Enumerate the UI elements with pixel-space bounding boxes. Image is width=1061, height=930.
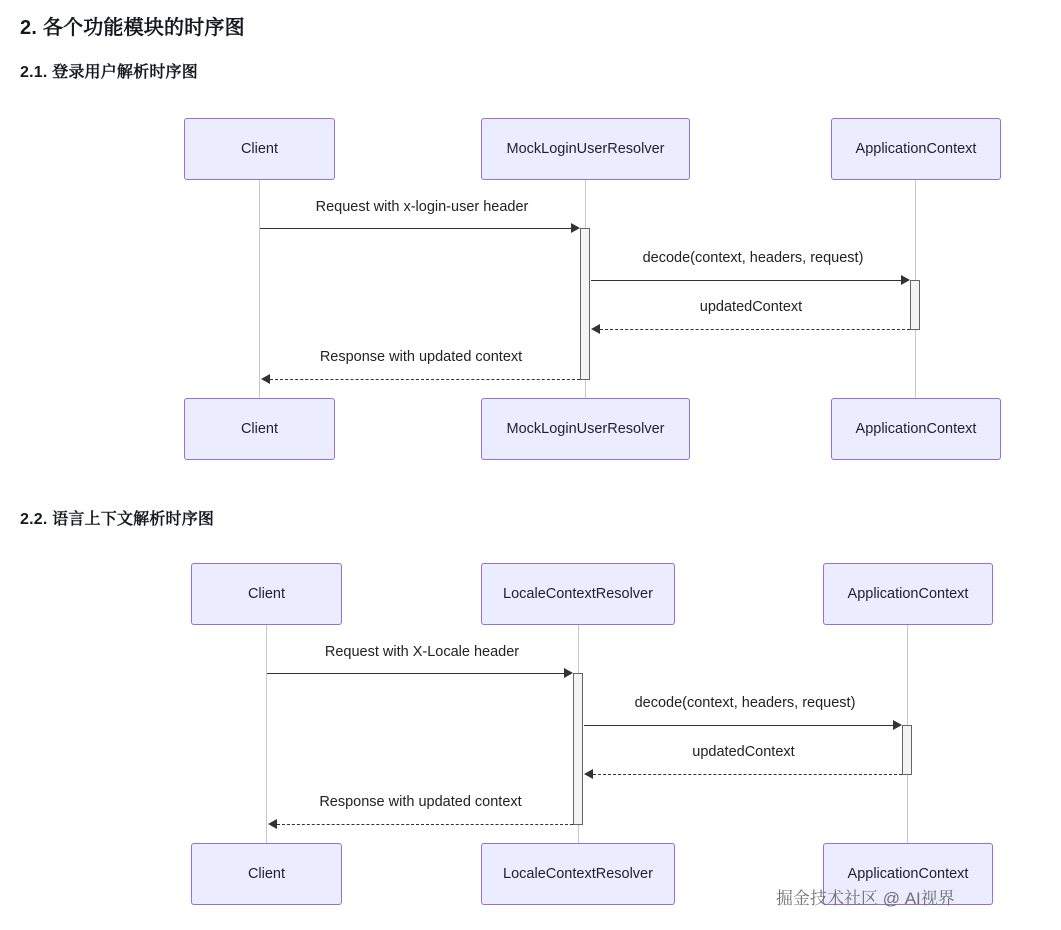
participant-client-top[interactable] xyxy=(191,563,342,625)
participant-client-top[interactable] xyxy=(184,118,335,180)
participant-applicationcontext-top[interactable] xyxy=(823,563,993,625)
message-line-1 xyxy=(260,228,572,229)
arrowhead-left-icon xyxy=(591,324,600,334)
participant-mockloginuserresolver-top[interactable] xyxy=(481,118,690,180)
participant-label: ApplicationContext xyxy=(847,586,969,602)
message-label-request-with-x-login-user-header: Request with x-login-user header xyxy=(315,199,529,215)
participant-label: ApplicationContext xyxy=(855,421,977,437)
message-label-request-with-x-locale-header: Request with X-Locale header xyxy=(324,644,520,660)
message-line-3 xyxy=(600,329,910,330)
message-label-decode: decode(context, headers, request) xyxy=(642,250,864,266)
message-label-response-with-updated-context: Response with updated context xyxy=(319,349,523,365)
activation-mockloginuserresolver xyxy=(580,228,590,380)
participant-label: MockLoginUserResolver xyxy=(506,141,665,157)
participant-label: Client xyxy=(247,866,286,882)
participant-applicationcontext-top[interactable] xyxy=(831,118,1001,180)
message-label-decode: decode(context, headers, request) xyxy=(634,695,856,711)
participant-client-bottom[interactable] xyxy=(191,843,342,905)
page-title: 2. 各个功能模块的时序图 xyxy=(20,17,245,39)
arrowhead-right-icon xyxy=(901,275,910,285)
message-line-4 xyxy=(277,824,573,825)
arrowhead-left-icon xyxy=(261,374,270,384)
section-heading-2-2: 2.2. 语言上下文解析时序图 xyxy=(20,511,215,528)
arrowhead-right-icon xyxy=(893,720,902,730)
message-line-4 xyxy=(270,379,580,380)
message-line-3 xyxy=(593,774,902,775)
participant-label: LocaleContextResolver xyxy=(503,586,653,602)
message-label-response-with-updated-context: Response with updated context xyxy=(319,794,522,810)
message-line-2 xyxy=(584,725,894,726)
participant-label: ApplicationContext xyxy=(855,141,977,157)
participant-label: Client xyxy=(240,141,279,157)
watermark-text: 掘金技术社区 @ AI视界 xyxy=(776,889,955,908)
participant-label: MockLoginUserResolver xyxy=(506,421,665,437)
arrowhead-right-icon xyxy=(571,223,580,233)
participant-localecontextresolver-bottom[interactable] xyxy=(481,843,675,905)
arrowhead-right-icon xyxy=(564,668,573,678)
arrowhead-left-icon xyxy=(584,769,593,779)
section-heading-2-1: 2.1. 登录用户解析时序图 xyxy=(20,64,198,81)
activation-localecontextresolver xyxy=(573,673,583,825)
message-label-updatedcontext: updatedContext xyxy=(699,299,803,315)
participant-label: LocaleContextResolver xyxy=(503,866,653,882)
participant-label: ApplicationContext xyxy=(847,866,969,882)
message-line-1 xyxy=(267,673,565,674)
participant-label: Client xyxy=(247,586,286,602)
participant-localecontextresolver-top[interactable] xyxy=(481,563,675,625)
participant-label: Client xyxy=(240,421,279,437)
arrowhead-left-icon xyxy=(268,819,277,829)
sequence-diagram-locale-context-resolver xyxy=(0,445,1061,915)
message-label-updatedcontext: updatedContext xyxy=(692,744,795,760)
message-line-2 xyxy=(591,280,902,281)
